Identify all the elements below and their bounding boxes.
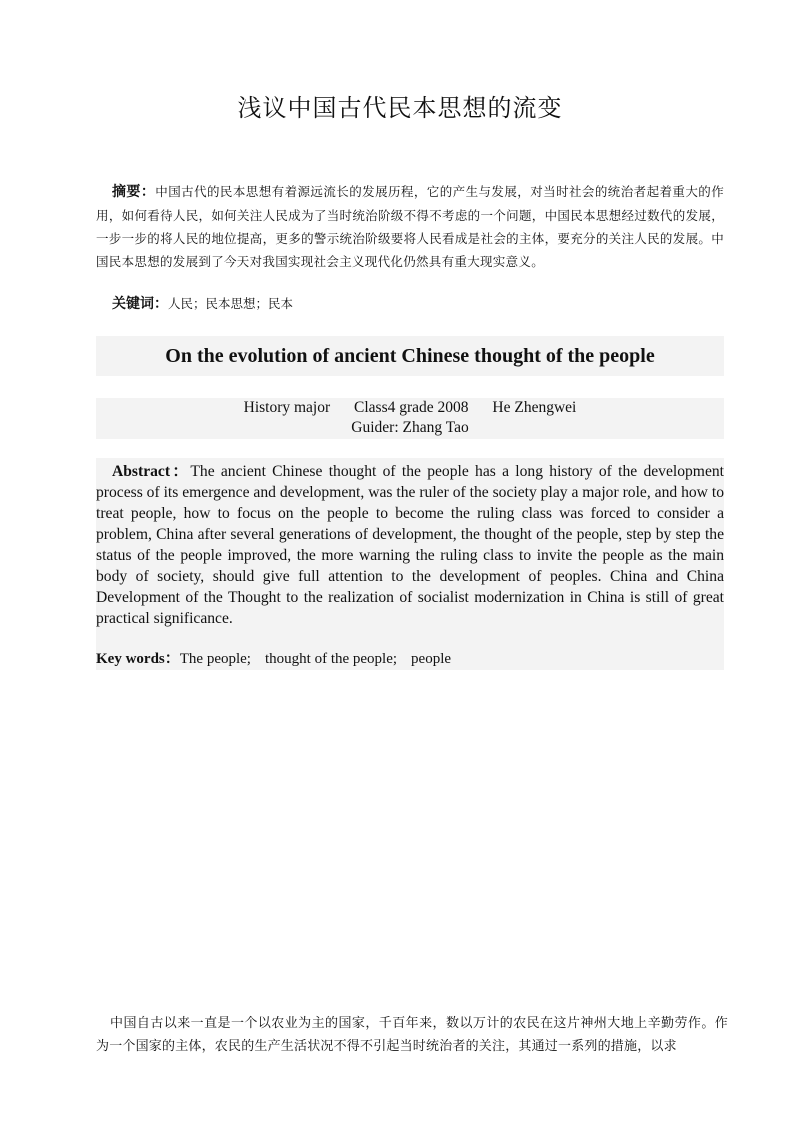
keyword: people: [411, 651, 452, 667]
class-grade: Class4 grade 2008: [354, 399, 469, 416]
chinese-keywords: [112, 294, 712, 314]
body-paragraph: 中国自古以来一直是一个以农业为主的国家，千百年来，数以万计的农民在这片神州大地上辛勤劳作。作为一个国家的主体，农民的生产生活状况不得不引起当时统治者的关注，其通过一系列的措施，以求: [96, 1016, 728, 1054]
chinese-abstract-label: 摘要：: [112, 184, 156, 200]
chinese-title: 浅议中国古代民本思想的流变: [237, 94, 563, 122]
english-keywords: [96, 649, 724, 670]
chinese-keywords-text: 人民；民本思想；民本: [168, 296, 294, 311]
english-keywords-label: Key words：: [96, 651, 180, 667]
keyword: thought of the people;: [264, 651, 398, 667]
keyword: The people;: [179, 651, 251, 667]
english-abstract-label: Abstract：: [112, 463, 191, 480]
chinese-abstract-text: 中国古代的民本思想有着源远流长的发展历程，它的产生与发展，对当时社会的统治者起着重大的作用，如何看待人民，如何关注人民成为了当时统治阶级不得不考虑的一个问题，中国民本思想经过数代的发展，一步一步的将人民的地位提高，更多的警示统治阶级要将人民看成是社会的主体，要充分的关注人民的发展。中国民本思想的发展到了今天对我国实现社会主义现代化仍然具有重大现实意义。: [96, 184, 725, 269]
chinese-abstract: [96, 180, 724, 273]
chinese-keywords-label: 关键词：: [112, 296, 168, 312]
english-abstract-text: The ancient Chinese thought of the people has a long history of the development process of its emergence and development, was the ruler of the society play a major role, and how to treat people, how to focus on the people to become the ruling class was forced to consider a problem, China after several generations of development, the thought of the people, step by step the status of the people improved, the more warning the ruling class to invite the people as the main body of society, should give full attention to the development of peoples. China and China Development of the Thought to the realization of socialist modernization in China is still of great practical significance.: [96, 463, 724, 627]
english-title: On the evolution of ancient Chinese thought of the people: [96, 336, 724, 376]
major: History major: [243, 399, 331, 416]
author-info-row: [96, 398, 724, 418]
author-name: He Zhengwei: [492, 399, 577, 416]
author-info: [96, 398, 724, 439]
english-abstract: [96, 458, 724, 629]
guider: Guider: Zhang Tao: [351, 419, 469, 436]
english-abstract-section: [96, 458, 724, 670]
